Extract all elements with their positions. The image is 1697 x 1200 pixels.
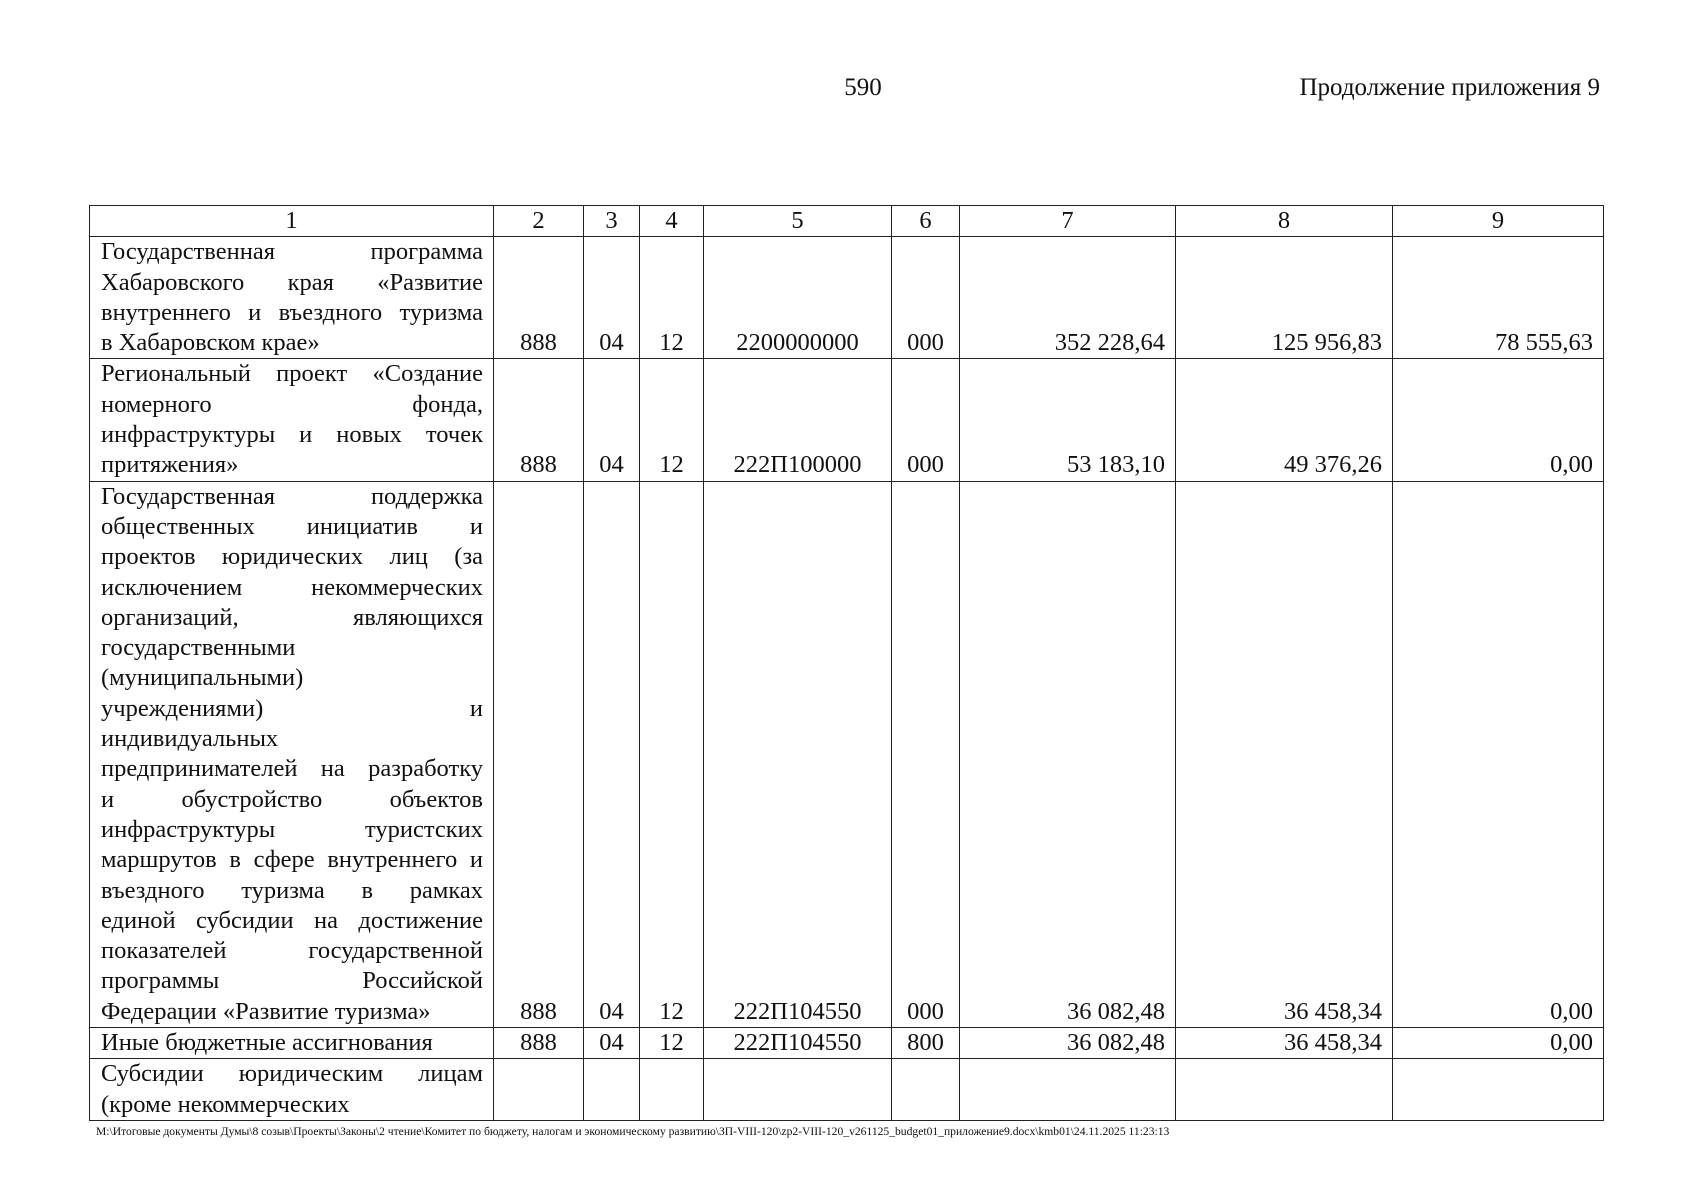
cell-col-4: 12 bbox=[640, 481, 704, 1027]
table-row bbox=[90, 359, 1604, 481]
row-name-line: Иные бюджетные ассигнования bbox=[101, 1029, 433, 1057]
cell-col-3: 04 bbox=[584, 481, 640, 1027]
column-number-5: 5 bbox=[704, 206, 892, 237]
cell-col-9: 78 555,63 bbox=[1393, 237, 1604, 359]
table-row bbox=[90, 1059, 1604, 1121]
cell-col-8: 49 376,26 bbox=[1176, 359, 1393, 481]
table-row bbox=[90, 1028, 1604, 1059]
row-name-line: учреждениями) и bbox=[101, 694, 483, 722]
column-number-6: 6 bbox=[892, 206, 960, 237]
row-name-line: внутреннего и въездного туризма bbox=[101, 298, 483, 326]
cell-col-6: 800 bbox=[892, 1028, 960, 1059]
row-name-line: инфраструктуры туристских bbox=[101, 815, 483, 843]
cell-col-5 bbox=[704, 1059, 892, 1121]
column-number-2: 2 bbox=[494, 206, 584, 237]
cell-col-7: 36 082,48 bbox=[960, 481, 1176, 1027]
table-row bbox=[90, 237, 1604, 359]
cell-col-5: 2200000000 bbox=[704, 237, 892, 359]
row-name-line: проектов юридических лиц (за bbox=[101, 543, 483, 571]
cell-col-5: 222П104550 bbox=[704, 1028, 892, 1059]
document-file-path: M:\Итоговые документы Думы\8 созыв\Проекты\Законы\2 чтение\Комитет по бюджету, налогам и экономическому развитию\ЗП-VIII-120\zp2-VIII-120_v261125_budget01_приложение9.docx\kmb01\24.11.2025 11:23:13 bbox=[96, 1125, 1170, 1138]
row-name-line: маршрутов в сфере внутреннего и bbox=[101, 846, 483, 874]
cell-col-8: 125 956,83 bbox=[1176, 237, 1393, 359]
row-name bbox=[90, 359, 494, 481]
column-numbers-row bbox=[90, 206, 1604, 237]
cell-col-9: 0,00 bbox=[1393, 481, 1604, 1027]
column-number-4: 4 bbox=[640, 206, 704, 237]
cell-col-3 bbox=[584, 1059, 640, 1121]
row-name bbox=[90, 237, 494, 359]
cell-col-9: 0,00 bbox=[1393, 1028, 1604, 1059]
cell-col-3: 04 bbox=[584, 237, 640, 359]
cell-col-4: 12 bbox=[640, 359, 704, 481]
row-name bbox=[90, 1028, 494, 1059]
cell-col-2: 888 bbox=[494, 237, 584, 359]
row-name-line: показателей государственной bbox=[101, 937, 483, 965]
row-name-line: номерного фонда, bbox=[101, 390, 483, 418]
cell-col-6: 000 bbox=[892, 481, 960, 1027]
cell-col-5: 222П100000 bbox=[704, 359, 892, 481]
row-name-line: предпринимателей на разработку bbox=[101, 755, 483, 783]
cell-col-6: 000 bbox=[892, 359, 960, 481]
row-name-line: в Хабаровском крае» bbox=[101, 329, 320, 357]
cell-col-8 bbox=[1176, 1059, 1393, 1121]
cell-col-9: 0,00 bbox=[1393, 359, 1604, 481]
row-name-line: Субсидии юридическим лицам bbox=[101, 1060, 483, 1088]
cell-col-9 bbox=[1393, 1059, 1604, 1121]
row-name-line: въездного туризма в рамках bbox=[101, 876, 483, 904]
cell-col-6: 000 bbox=[892, 237, 960, 359]
row-name-line: (кроме некоммерческих bbox=[101, 1090, 350, 1118]
cell-col-8: 36 458,34 bbox=[1176, 481, 1393, 1027]
cell-col-7: 36 082,48 bbox=[960, 1028, 1176, 1059]
cell-col-6 bbox=[892, 1059, 960, 1121]
column-number-8: 8 bbox=[1176, 206, 1393, 237]
row-name-line: и обустройство объектов bbox=[101, 785, 483, 813]
cell-col-3: 04 bbox=[584, 1028, 640, 1059]
row-name bbox=[90, 1059, 494, 1121]
column-number-3: 3 bbox=[584, 206, 640, 237]
row-name-line: единой субсидии на достижение bbox=[101, 906, 483, 934]
row-name-line: Государственная программа bbox=[101, 238, 483, 266]
cell-col-5: 222П104550 bbox=[704, 481, 892, 1027]
cell-col-7: 352 228,64 bbox=[960, 237, 1176, 359]
cell-col-3: 04 bbox=[584, 359, 640, 481]
cell-col-2: 888 bbox=[494, 481, 584, 1027]
cell-col-2: 888 bbox=[494, 1028, 584, 1059]
column-number-1: 1 bbox=[90, 206, 494, 237]
row-name-line: индивидуальных bbox=[101, 725, 279, 753]
row-name-line: инфраструктуры и новых точек bbox=[101, 421, 483, 449]
cell-col-4: 12 bbox=[640, 237, 704, 359]
page-number: 590 bbox=[844, 74, 882, 101]
cell-col-2 bbox=[494, 1059, 584, 1121]
row-name-line: Федерации «Развитие туризма» bbox=[101, 997, 431, 1025]
column-number-7: 7 bbox=[960, 206, 1176, 237]
row-name-line: Региональный проект «Создание bbox=[101, 360, 483, 388]
table-row bbox=[90, 481, 1604, 1027]
appendix-continuation-title: Продолжение приложения 9 bbox=[1299, 74, 1600, 101]
row-name-line: общественных инициатив и bbox=[101, 512, 483, 540]
column-number-9: 9 bbox=[1393, 206, 1604, 237]
row-name-line: организаций, являющихся bbox=[101, 603, 483, 631]
cell-col-4 bbox=[640, 1059, 704, 1121]
cell-col-7 bbox=[960, 1059, 1176, 1121]
row-name bbox=[90, 481, 494, 1027]
row-name-line: Хабаровского края «Развитие bbox=[101, 268, 483, 296]
row-name-line: государственными bbox=[101, 634, 296, 662]
cell-col-2: 888 bbox=[494, 359, 584, 481]
cell-col-8: 36 458,34 bbox=[1176, 1028, 1393, 1059]
cell-col-4: 12 bbox=[640, 1028, 704, 1059]
budget-table bbox=[89, 205, 1604, 1121]
row-name-line: притяжения» bbox=[101, 451, 239, 479]
row-name-line: (муниципальными) bbox=[101, 664, 304, 692]
row-name-line: исключением некоммерческих bbox=[101, 573, 483, 601]
cell-col-7: 53 183,10 bbox=[960, 359, 1176, 481]
row-name-line: программы Российской bbox=[101, 967, 483, 995]
row-name-line: Государственная поддержка bbox=[101, 482, 483, 510]
